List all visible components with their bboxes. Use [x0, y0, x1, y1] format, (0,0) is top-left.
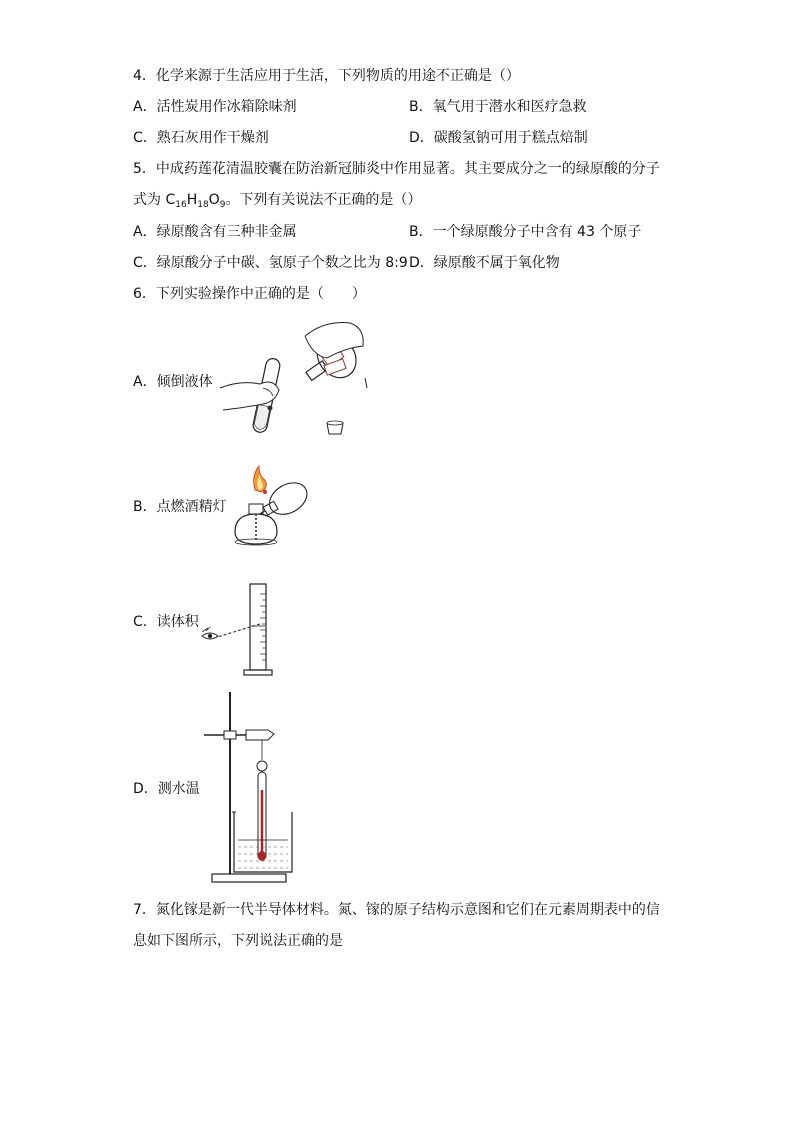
q5-stem-line1: 5．中成药莲花清温胶囊在防治新冠肺炎中作用显著。其主要成分之一的绿原酸的分子 [133, 161, 660, 177]
q4-option-a: A．活性炭用作冰箱除味剂 [133, 99, 297, 115]
formula-o: O [208, 192, 220, 208]
q7-stem-line2: 息如下图所示，下列说法正确的是 [133, 933, 343, 949]
alcohol-lamp-figure [225, 462, 315, 552]
thermometer-stand-figure [196, 690, 296, 885]
q6-option-b-label: B．点燃酒精灯 [133, 499, 227, 515]
formula-h: H [186, 192, 198, 208]
q5-stem-suffix: 。下列有关说法不正确的是（） [225, 192, 422, 208]
q5-option-b: B．一个绿原酸分子中含有 43 个原子 [409, 224, 642, 240]
formula-c-sub: 16 [175, 200, 187, 210]
formula-o-sub: 9 [219, 200, 226, 210]
chem-formula [165, 192, 225, 208]
q5-formula-prefix: 式为 [133, 192, 166, 208]
q7-stem-line1: 7．氮化镓是新一代半导体材料。氮、镓的原子结构示意图和它们在元素周期表中的信 [133, 902, 660, 918]
q4-option-b: B．氧气用于潜水和医疗急救 [409, 99, 587, 115]
q6-option-c-label: C．读体积 [133, 614, 199, 630]
q4-option-d: D．碳酸氢钠可用于糕点焙制 [409, 130, 588, 146]
q5-option-c: C．绿原酸分子中碳、氢原子个数之比为 8:9 [133, 255, 408, 271]
q4-stem: 4．化学来源于生活应用于生活，下列物质的用途不正确是（） [133, 68, 520, 84]
pouring-liquid-figure [215, 318, 375, 443]
q5-option-a: A．绿原酸含有三种非金属 [133, 224, 297, 240]
q6-stem: 6．下列实验操作中正确的是（ ） [133, 286, 366, 302]
q4-option-c: C．熟石灰用作干燥剂 [133, 130, 269, 146]
q6-option-a-label: A．倾倒液体 [133, 374, 213, 390]
graduated-cylinder-figure [198, 580, 288, 680]
q5-stem-line2 [133, 190, 421, 215]
q5-option-d: D．绿原酸不属于氧化物 [409, 255, 560, 271]
q6-option-d-label: D．测水温 [133, 781, 200, 797]
formula-c: C [165, 192, 176, 208]
formula-h-sub: 18 [197, 200, 209, 210]
